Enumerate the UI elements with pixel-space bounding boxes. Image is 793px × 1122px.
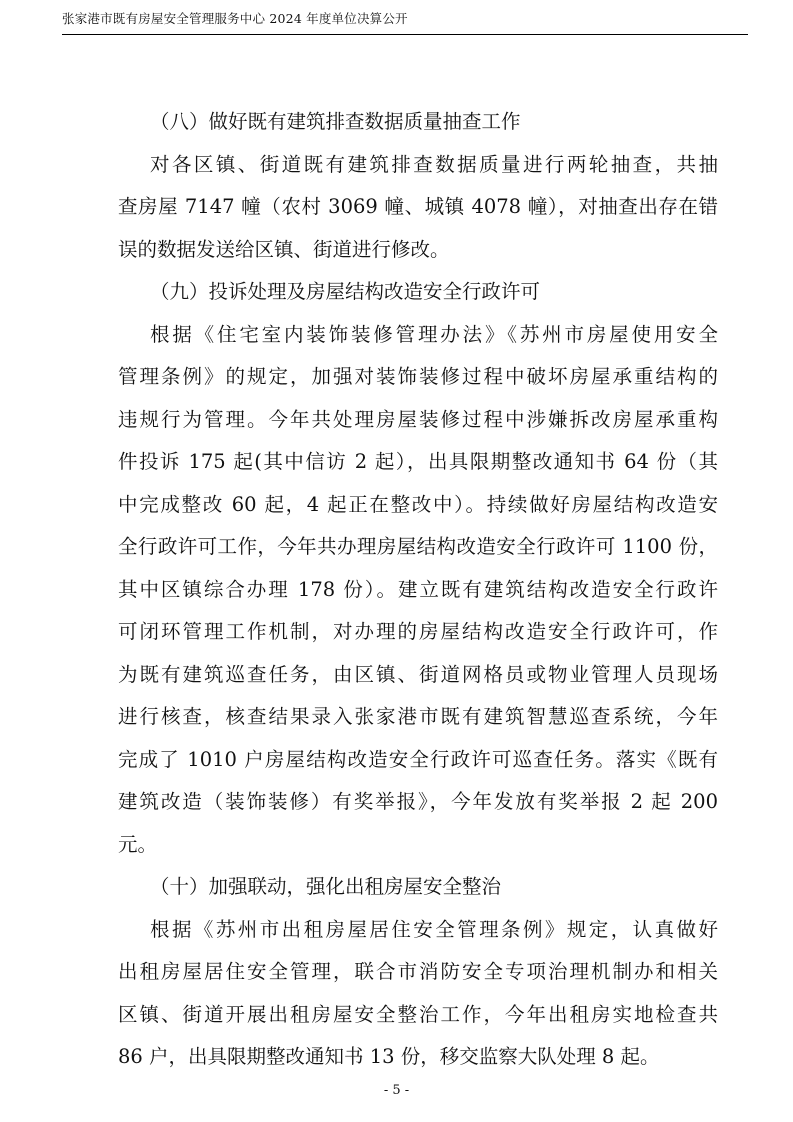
paragraph-line: 可闭环管理工作机制，对办理的房屋结构改造安全行政许可，作 <box>118 620 718 643</box>
paragraph-line: 中完成整改 60 起，4 起正在整改中）。持续做好房屋结构改造安 <box>118 493 718 516</box>
paragraph-line: 完成了 1010 户房屋结构改造安全行政许可巡查任务。落实《既有 <box>118 748 718 771</box>
paragraph-line: 全行政许可工作，今年共办理房屋结构改造安全行政许可 1100 份， <box>118 535 718 558</box>
paragraph-line: 违规行为管理。今年共处理房屋装修过程中涉嫌拆改房屋承重构 <box>118 408 718 431</box>
paragraph-line: 根据《苏州市出租房屋居住安全管理条例》规定，认真做好 <box>150 918 718 941</box>
paragraph-line: 管理条例》的规定，加强对装饰装修过程中破坏房屋承重结构的 <box>118 365 718 388</box>
paragraph-line: 区镇、街道开展出租房屋安全整治工作，今年出租房实地检查共 <box>118 1003 718 1026</box>
paragraph-line: 误的数据发送给区镇、街道进行修改。 <box>118 238 450 261</box>
paragraph-line: 根据《住宅室内装饰装修管理办法》《苏州市房屋使用安全 <box>150 323 718 346</box>
page-header <box>62 6 748 35</box>
section-heading-8: （八）做好既有建筑排查数据质量抽查工作 <box>150 110 521 133</box>
header-title: 张家港市既有房屋安全管理服务中心 2024 年度单位决算公开 <box>62 11 408 26</box>
section-heading-10: （十）加强联动，强化出租房屋安全整治 <box>150 875 502 898</box>
paragraph-line: 出租房屋居住安全管理，联合市消防安全专项治理机制办和相关 <box>118 960 718 983</box>
paragraph-line: 元。 <box>118 833 158 856</box>
page-number: - 5 - <box>383 1083 410 1098</box>
paragraph-line: 对各区镇、街道既有建筑排查数据质量进行两轮抽查，共抽 <box>150 153 718 176</box>
paragraph-line: 为既有建筑巡查任务，由区镇、街道网格员或物业管理人员现场 <box>118 663 718 686</box>
section-heading-9: （九）投诉处理及房屋结构改造安全行政许可 <box>150 280 541 303</box>
paragraph-line: 查房屋 7147 幢（农村 3069 幢、城镇 4078 幢），对抽查出存在错 <box>118 195 718 218</box>
paragraph-line: 进行核查，核查结果录入张家港市既有建筑智慧巡查系统，今年 <box>118 705 718 728</box>
paragraph-line: 建筑改造（装饰装修）有奖举报》，今年发放有奖举报 2 起 200 <box>118 790 718 813</box>
paragraph-line: 86 户，出具限期整改通知书 13 份，移交监察大队处理 8 起。 <box>118 1045 660 1068</box>
paragraph-line: 其中区镇综合办理 178 份）。建立既有建筑结构改造安全行政许 <box>118 578 718 601</box>
paragraph-line: 件投诉 175 起(其中信访 2 起），出具限期整改通知书 64 份（其 <box>118 450 718 473</box>
